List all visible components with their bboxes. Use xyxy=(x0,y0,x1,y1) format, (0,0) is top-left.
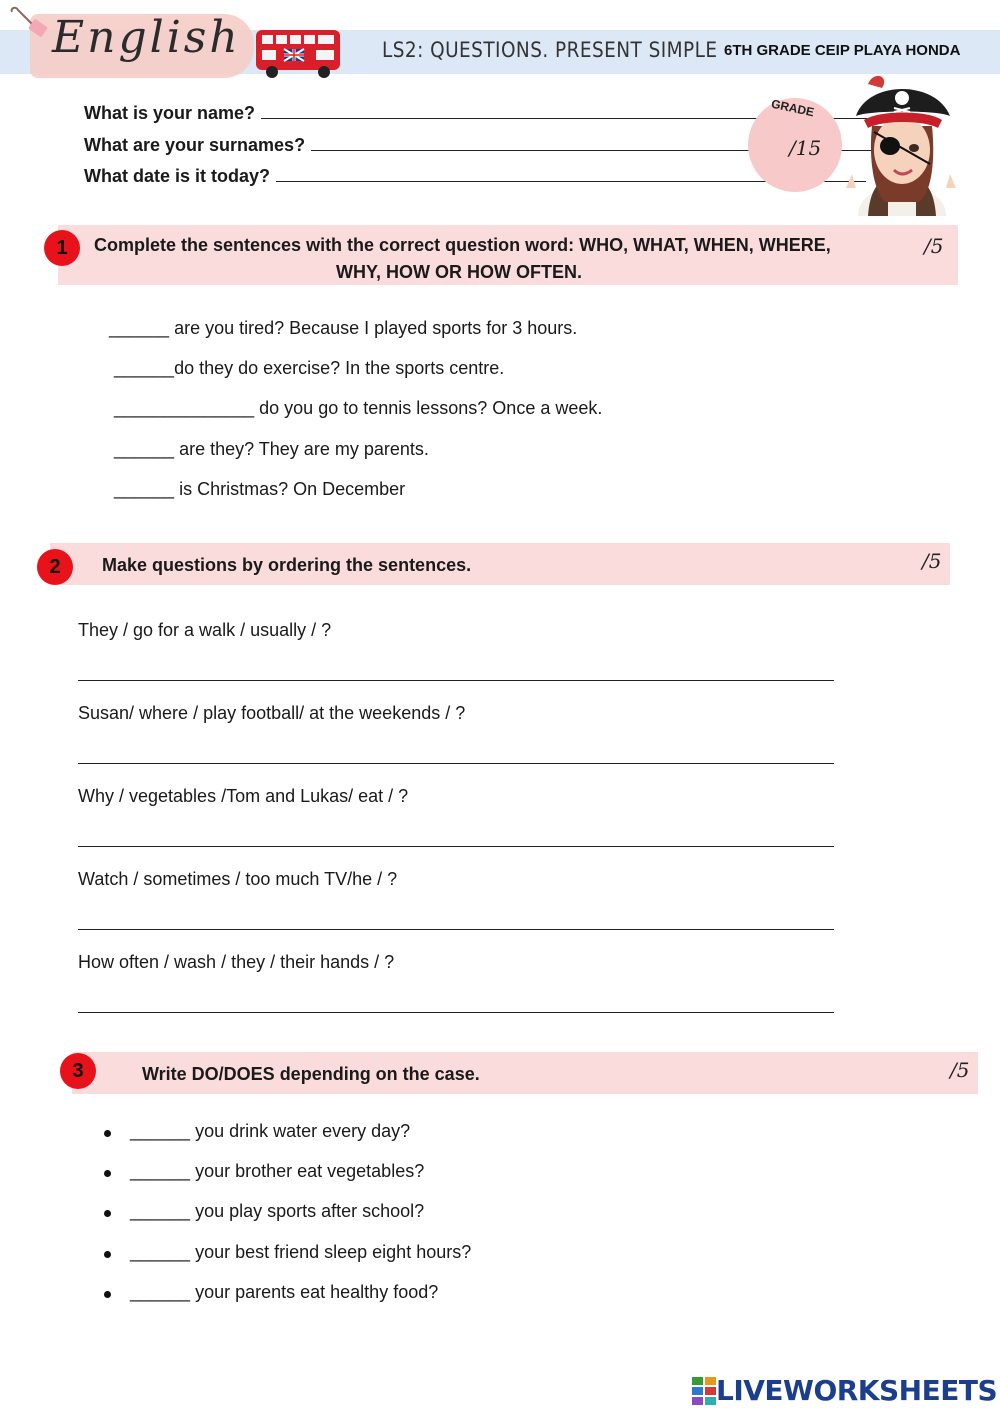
section2-prompt: Watch / sometimes / too much TV/he / ? xyxy=(78,869,398,889)
section1-instruction-line2: WHY, HOW OR HOW OFTEN. xyxy=(336,262,582,282)
section1-item[interactable]: ______ are they? They are my parents. xyxy=(114,439,429,459)
section1-item[interactable]: ______do they do exercise? In the sports centre. xyxy=(114,358,505,378)
section2-prompt: They / go for a walk / usually / ? xyxy=(78,620,332,640)
class-label: 6TH GRADE CEIP PLAYA HONDA xyxy=(724,42,961,59)
section3-item[interactable]: ______ your parents eat healthy food? xyxy=(130,1282,439,1302)
bullet-icon xyxy=(104,1210,111,1217)
section3-item[interactable]: ______ your best friend sleep eight hours? xyxy=(130,1242,472,1262)
section2-answer-line[interactable] xyxy=(78,763,834,764)
bullet-icon xyxy=(104,1170,111,1177)
section3-item[interactable]: ______ you play sports after school? xyxy=(130,1201,425,1221)
section2-answer-line[interactable] xyxy=(78,680,834,681)
section1-item[interactable]: ______ is Christmas? On December xyxy=(114,479,406,499)
date-field xyxy=(84,166,866,187)
surnames-label: What are your surnames? xyxy=(84,135,306,155)
section1-score: /5 xyxy=(924,234,944,258)
grade-score: /15 xyxy=(789,136,822,160)
subject-title: English xyxy=(52,12,241,63)
double-decker-bus-icon xyxy=(252,28,344,80)
section2-number-badge: 2 xyxy=(37,549,73,585)
date-label: What date is it today? xyxy=(84,166,271,186)
liveworksheets-logo[interactable] xyxy=(692,1374,997,1407)
name-label: What is your name? xyxy=(84,103,256,123)
grade-label: GRADE xyxy=(770,96,816,120)
name-field xyxy=(84,103,867,124)
section2-answer-line[interactable] xyxy=(78,1012,834,1013)
section3-number-badge: 3 xyxy=(60,1053,96,1089)
section2-prompt: Susan/ where / play football/ at the weekends / ? xyxy=(78,703,466,723)
bullet-icon xyxy=(104,1130,111,1137)
section1-item[interactable]: ______ are you tired? Because I played sports for 3 hours. xyxy=(109,318,578,338)
section3-item[interactable]: ______ you drink water every day? xyxy=(130,1121,411,1141)
lesson-title: LS2: QUESTIONS. PRESENT SIMPLE xyxy=(382,38,718,62)
liveworksheets-brand: LIVEWORKSHEETS xyxy=(716,1374,998,1407)
section2-prompt: Why / vegetables /Tom and Lukas/ eat / ? xyxy=(78,786,409,806)
bullet-icon xyxy=(104,1291,111,1298)
section1-instruction-line1: Complete the sentences with the correct question word: WHO, WHAT, WHEN, WHERE, xyxy=(94,235,831,255)
section2-score: /5 xyxy=(922,549,942,573)
section2-answer-line[interactable] xyxy=(78,929,834,930)
liveworksheets-logo-icon xyxy=(692,1377,716,1405)
paperclip-icon xyxy=(8,6,52,40)
pirate-girl-avatar xyxy=(838,66,966,222)
section2-answer-line[interactable] xyxy=(78,846,834,847)
section1-item[interactable]: ______________ do you go to tennis lessons? Once a week. xyxy=(114,398,603,418)
bullet-icon xyxy=(104,1251,111,1258)
section3-score: /5 xyxy=(950,1058,970,1082)
section2-prompt: How often / wash / they / their hands / ? xyxy=(78,952,395,972)
section1-number-badge: 1 xyxy=(44,230,80,266)
section3-item[interactable]: ______ your brother eat vegetables? xyxy=(130,1161,425,1181)
section2-instruction: Make questions by ordering the sentences. xyxy=(102,555,472,575)
section3-instruction: Write DO/DOES depending on the case. xyxy=(142,1064,480,1084)
